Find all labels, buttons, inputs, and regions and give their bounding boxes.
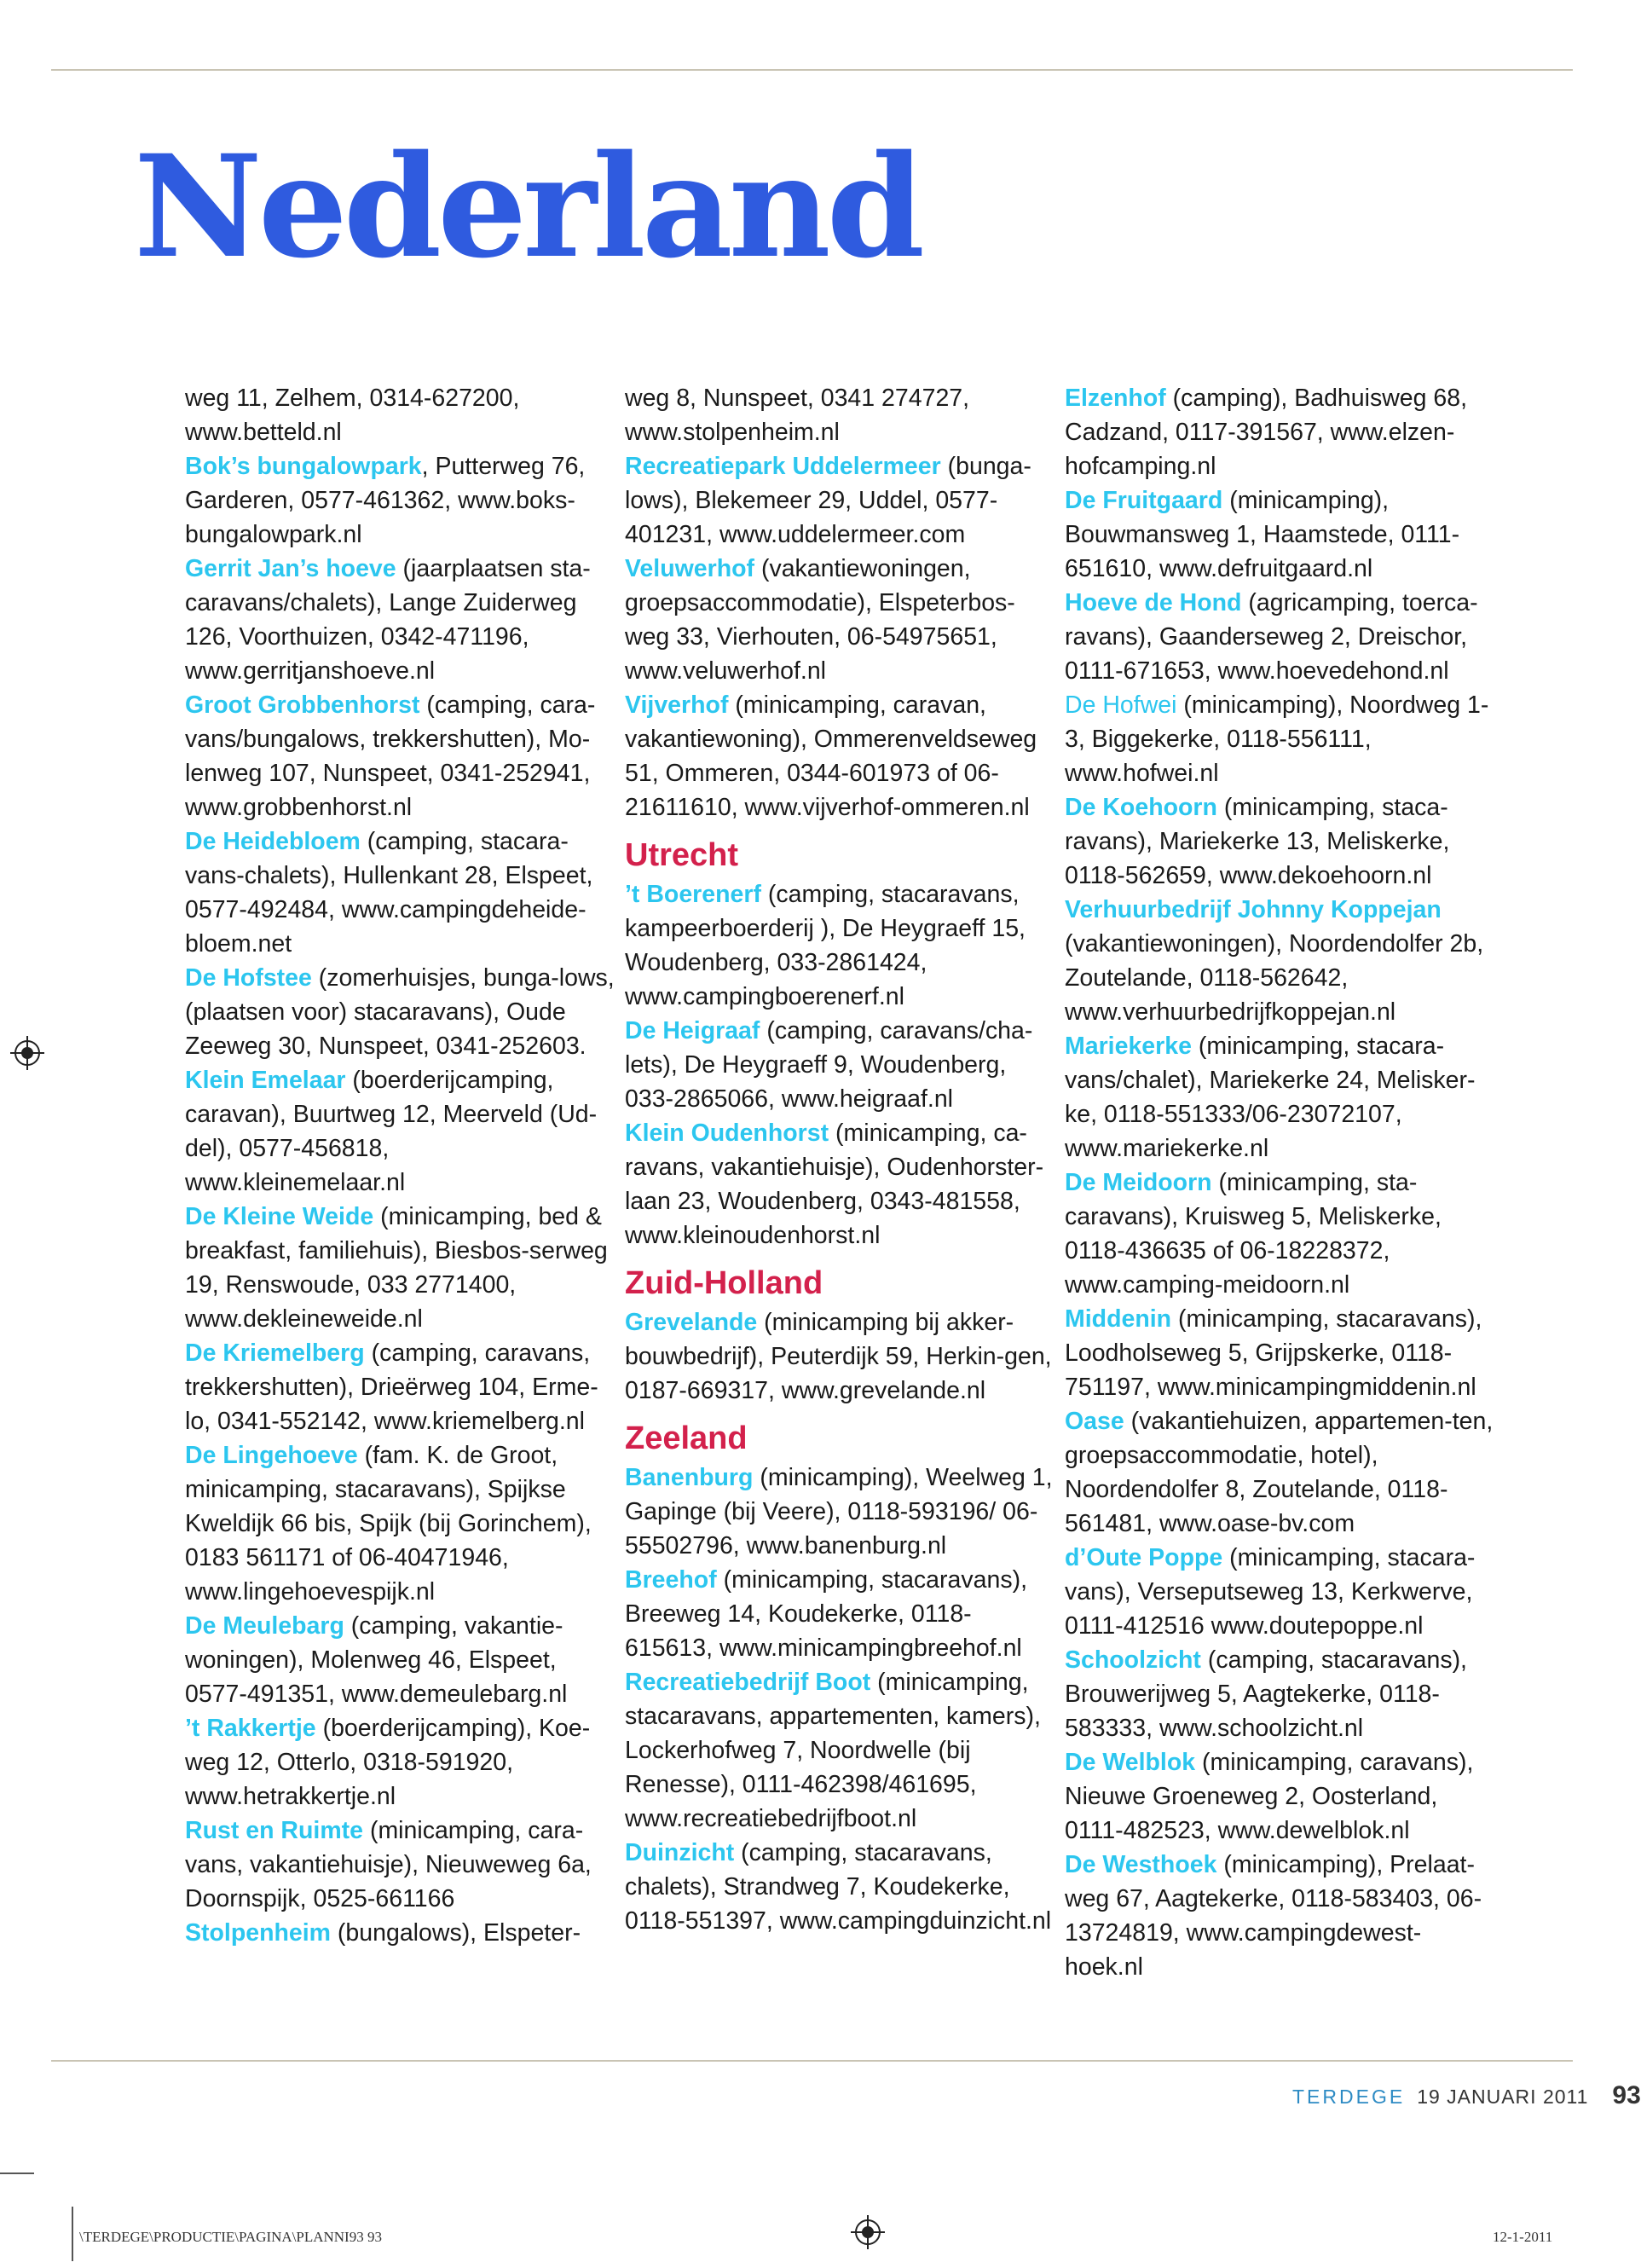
entry-name: De Westhoek	[1065, 1851, 1217, 1878]
entry-details: (zomerhuisjes, bunga-lows, (plaatsen voor) stacaravans), Oude Zeeweg 30, Nunspeet, 0341-252603.	[185, 964, 615, 1060]
listing-entry	[625, 449, 1055, 552]
listing-entry	[1065, 1302, 1495, 1404]
entry-details: (minicamping, caravan, vakantiewoning), Ommerenveldseweg 51, Ommeren, 0344-601973 of 06-21611610, www.vijverhof-ommeren.nl	[625, 691, 1037, 821]
entry-name: De Meidoorn	[1065, 1169, 1212, 1196]
listing-entry	[1065, 1541, 1495, 1643]
entry-details: (minicamping, stacara-vans), Verseputseweg 13, Kerkwerve, 0111-412516 www.doutepoppe.nl	[1065, 1544, 1476, 1640]
entry-name: Gerrit Jan’s hoeve	[185, 555, 396, 582]
listing-entry	[625, 1665, 1055, 1836]
entry-name: Elzenhof	[1065, 385, 1166, 412]
entry-name: Recreatiepark Uddelermeer	[625, 453, 941, 480]
listing-entry	[625, 688, 1055, 824]
listing-entry	[1065, 1643, 1495, 1745]
entry-details: weg 11, Zelhem, 0314-627200, www.betteld.nl	[185, 385, 520, 446]
entry-name: Recreatiebedrijf Boot	[625, 1669, 871, 1696]
listing-entry	[625, 381, 1055, 449]
listing-entry	[185, 449, 615, 552]
entry-name: Klein Emelaar	[185, 1067, 346, 1094]
listing-entry	[625, 1836, 1055, 1938]
listing-entry	[185, 552, 615, 688]
entry-name: ’t Rakkertje	[185, 1715, 316, 1742]
listing-entry	[185, 1438, 615, 1609]
entry-details: (boerderijcamping, caravan), Buurtweg 12, Meerveld (Ud-del), 0577-456818, www.kleinemelaar.nl	[185, 1067, 598, 1196]
entry-details: (camping, vakantie-woningen), Molenweg 46, Elspeet, 0577-491351, www.demeulebarg.nl	[185, 1612, 568, 1708]
registration-mark-icon	[851, 2215, 885, 2249]
entry-details: (camping, caravans/cha-lets), De Heygraeff 9, Woudenberg, 033-2865066, www.heigraaf.nl	[625, 1017, 1033, 1113]
listing-entry	[185, 1063, 615, 1200]
entry-name: Vijverhof	[625, 691, 729, 719]
entry-details: (minicamping, stacara-vans/chalet), Mariekerke 24, Melisker-ke, 0118-551333/06-23072107, www.mariekerke.nl	[1065, 1033, 1476, 1162]
listing-entry	[625, 1305, 1055, 1408]
listing-entry	[185, 961, 615, 1063]
listing-entry	[1065, 1404, 1495, 1541]
entry-name: Grevelande	[625, 1309, 758, 1336]
listing-entry	[625, 1014, 1055, 1116]
entry-details: (vakantiewoningen), Noordendolfer 2b, Zoutelande, 0118-562642, www.verhuurbedrijfkoppejan.nl	[1065, 930, 1484, 1026]
entry-name: Schoolzicht	[1065, 1646, 1201, 1674]
entry-details: (camping), Badhuisweg 68, Cadzand, 0117-391567, www.elzen-hofcamping.nl	[1065, 385, 1468, 480]
entry-details: (minicamping), Noordweg 1-3, Biggekerke, 0118-556111, www.hofwei.nl	[1065, 691, 1489, 787]
entry-name: De Kriemelberg	[185, 1339, 365, 1367]
column-1	[185, 381, 615, 1950]
entry-details: (minicamping), Bouwmansweg 1, Haamstede, 0111-651610, www.defruitgaard.nl	[1065, 487, 1460, 582]
entry-name: Breehof	[625, 1566, 717, 1594]
crop-mark-line	[72, 2207, 73, 2261]
entry-name: Banenburg	[625, 1464, 754, 1491]
listing-entry	[1065, 1166, 1495, 1302]
entry-details: (vakantiewoningen, groepsaccommodatie), Elspeterbos-weg 33, Vierhouten, 06-54975651, www.veluwerhof.nl	[625, 555, 1015, 685]
entry-name: Groot Grobbenhorst	[185, 691, 420, 719]
entry-details: (minicamping, stacaravans, appartementen, kamers), Lockerhofweg 7, Noordwelle (bij Renesse), 0111-462398/461695, www.recreatiebedrijfboot.nl	[625, 1669, 1041, 1832]
bottom-rule	[51, 2060, 1573, 2062]
entry-details: (camping, stacaravans), Brouwerijweg 5, Aagtekerke, 0118-583333, www.schoolzicht.nl	[1065, 1646, 1467, 1742]
listing-entry	[1065, 688, 1495, 790]
entry-details: (camping, stacaravans, chalets), Strandweg 7, Koudekerke, 0118-551397, www.campingduinzicht.nl	[625, 1839, 1052, 1935]
print-slug-date: 12-1-2011	[1493, 2229, 1553, 2245]
listing-entry	[185, 1916, 615, 1950]
region-heading: Zeeland	[625, 1420, 748, 1456]
entry-details: (bunga-lows), Blekemeer 29, Uddel, 0577-401231, www.uddelermeer.com	[625, 453, 1031, 548]
entry-details: (boerderijcamping), Koe-weg 12, Otterlo, 0318-591920, www.hetrakkertje.nl	[185, 1715, 591, 1810]
entry-details: (minicamping, stacaravans), Breeweg 14, Koudekerke, 0118-615613, www.minicampingbreehof.nl	[625, 1566, 1027, 1662]
listing-entry	[1065, 1848, 1495, 1984]
entry-name: De Koehoorn	[1065, 794, 1217, 821]
print-slug-path: \TERDEGE\PRODUCTIE\PAGINA\PLANNI93 93	[79, 2229, 382, 2245]
entry-name: De Kleine Weide	[185, 1203, 374, 1230]
registration-mark-icon	[10, 1036, 44, 1070]
entry-name: Middenin	[1065, 1305, 1172, 1333]
entry-name: Oase	[1065, 1408, 1124, 1435]
listing-entry	[185, 381, 615, 449]
entry-name: Klein Oudenhorst	[625, 1120, 829, 1147]
listing-entry	[185, 1200, 615, 1336]
page-title: Nederland	[134, 124, 922, 289]
entry-details: , Putterweg 76, Garderen, 0577-461362, www.boks-bungalowpark.nl	[185, 453, 586, 548]
listing-entry	[625, 1461, 1055, 1563]
entry-name: Bok’s bungalowpark	[185, 453, 422, 480]
listing-entry	[1065, 483, 1495, 586]
listing-entry	[185, 688, 615, 824]
listing-entry	[185, 1609, 615, 1711]
entry-details: (camping, caravans, trekkershutten), Drieërweg 104, Erme-lo, 0341-552142, www.kriemelberg.nl	[185, 1339, 598, 1435]
entry-name: De Hofwei	[1065, 691, 1177, 719]
listing-entry	[625, 1563, 1055, 1665]
entry-name: Verhuurbedrijf Johnny Koppejan	[1065, 896, 1442, 923]
listing-entry	[1065, 790, 1495, 893]
entry-name: De Meulebarg	[185, 1612, 344, 1640]
entry-details: (vakantiehuizen, appartemen-ten, groepsaccommodatie, hotel), Noordendolfer 8, Zoutelande, 0118-561481, www.oase-bv.com	[1065, 1408, 1494, 1537]
listing-entry	[185, 1711, 615, 1814]
page-footer	[1292, 2081, 1641, 2110]
entry-name: ’t Boerenerf	[625, 881, 761, 908]
entry-name: d’Oute Poppe	[1065, 1544, 1223, 1571]
entry-details: (jaarplaatsen sta-caravans/chalets), Lange Zuiderweg 126, Voorthuizen, 0342-471196, www.gerritjanshoeve.nl	[185, 555, 591, 685]
entry-name: De Fruitgaard	[1065, 487, 1223, 514]
entry-details: (bungalows), Elspeter-	[331, 1919, 581, 1947]
listing-entry	[1065, 1745, 1495, 1848]
listing-entry	[1065, 1029, 1495, 1166]
listing-entry	[625, 1116, 1055, 1253]
entry-name: De Welblok	[1065, 1749, 1196, 1776]
entry-details: (minicamping), Weelweg 1, Gapinge (bij Veere), 0118-593196/ 06-55502796, www.banenburg.nl	[625, 1464, 1053, 1559]
column-3	[1065, 381, 1495, 1984]
entry-name: De Heigraaf	[625, 1017, 760, 1044]
footer-date: 19 JANUARI 2011	[1417, 2086, 1589, 2108]
entry-details: (minicamping, sta-caravans), Kruisweg 5, Meliskerke, 0118-436635 of 06-18228372, www.camping-meidoorn.nl	[1065, 1169, 1442, 1299]
entry-name: De Lingehoeve	[185, 1442, 358, 1469]
entry-details: (minicamping, stacaravans), Loodholseweg 5, Grijpskerke, 0118-751197, www.minicampingmiddenin.nl	[1065, 1305, 1482, 1401]
listing-entry	[185, 1336, 615, 1438]
listing-entry	[1065, 381, 1495, 483]
listing-entry	[625, 552, 1055, 688]
entry-name: Stolpenheim	[185, 1919, 332, 1947]
entry-name: Mariekerke	[1065, 1033, 1192, 1060]
entry-details: (fam. K. de Groot, minicamping, stacaravans), Spijkse Kweldijk 66 bis, Spijk (bij Gorinchem), 0183 561171 of 06-40471946, www.lingehoevespijk.nl	[185, 1442, 592, 1606]
entry-name: De Heidebloem	[185, 828, 361, 855]
entry-name: Veluwerhof	[625, 555, 755, 582]
entry-details: (camping, cara-vans/bungalows, trekkershutten), Mo-lenweg 107, Nunspeet, 0341-252941, www.grobbenhorst.nl	[185, 691, 596, 821]
entry-details: (camping, stacaravans, kampeerboerderij ), De Heygraeff 15, Woudenberg, 033-2861424, www.campingboerenerf.nl	[625, 881, 1026, 1010]
page-number: 93	[1612, 2081, 1641, 2109]
region-heading: Zuid-Holland	[625, 1265, 823, 1301]
listing-entry	[625, 877, 1055, 1014]
listing-entry	[185, 1814, 615, 1916]
entry-name: De Hofstee	[185, 964, 312, 992]
entry-name: Rust en Ruimte	[185, 1817, 364, 1844]
entry-details: (minicamping bij akker-bouwbedrijf), Peuterdijk 59, Herkin-gen, 0187-669317, www.grevelande.nl	[625, 1309, 1052, 1404]
entry-details: (minicamping, caravans), Nieuwe Groeneweg 2, Oosterland, 0111-482523, www.dewelblok.nl	[1065, 1749, 1474, 1844]
entry-details: (camping, stacara-vans-chalets), Hullenkant 28, Elspeet, 0577-492484, www.campingdeheide-bloem.net	[185, 828, 593, 958]
region-heading: Utrecht	[625, 837, 739, 873]
footer-brand: TERDEGE	[1292, 2086, 1406, 2108]
crop-mark-line	[0, 2173, 34, 2174]
entry-name: Duinzicht	[625, 1839, 735, 1866]
listing-entry	[185, 824, 615, 961]
entry-details: weg 8, Nunspeet, 0341 274727, www.stolpenheim.nl	[625, 385, 970, 446]
entry-details: (minicamping, bed & breakfast, familiehuis), Biesbos-serweg 19, Renswoude, 033 2771400, www.dekleineweide.nl	[185, 1203, 608, 1333]
listing-entry	[1065, 893, 1495, 1029]
entry-details: (minicamping, staca-ravans), Mariekerke 13, Meliskerke, 0118-562659, www.dekoehoorn.nl	[1065, 794, 1450, 889]
entry-name: Hoeve de Hond	[1065, 589, 1242, 616]
top-rule	[51, 69, 1573, 71]
entry-details: (minicamping, cara-vans, vakantiehuisje), Nieuweweg 6a, Doornspijk, 0525-661166	[185, 1817, 592, 1912]
entry-details: (minicamping, ca-ravans, vakantiehuisje), Oudenhorster-laan 23, Woudenberg, 0343-481558, www.kleinoudenhorst.nl	[625, 1120, 1044, 1249]
entry-details: (agricamping, toerca-ravans), Gaanderseweg 2, Dreischor, 0111-671653, www.hoevedehond.nl	[1065, 589, 1478, 685]
column-2	[625, 381, 1055, 1938]
listing-entry	[1065, 586, 1495, 688]
entry-details: (minicamping), Prelaat-weg 67, Aagtekerke, 0118-583403, 06-13724819, www.campingdewest-hoek.nl	[1065, 1851, 1482, 1981]
